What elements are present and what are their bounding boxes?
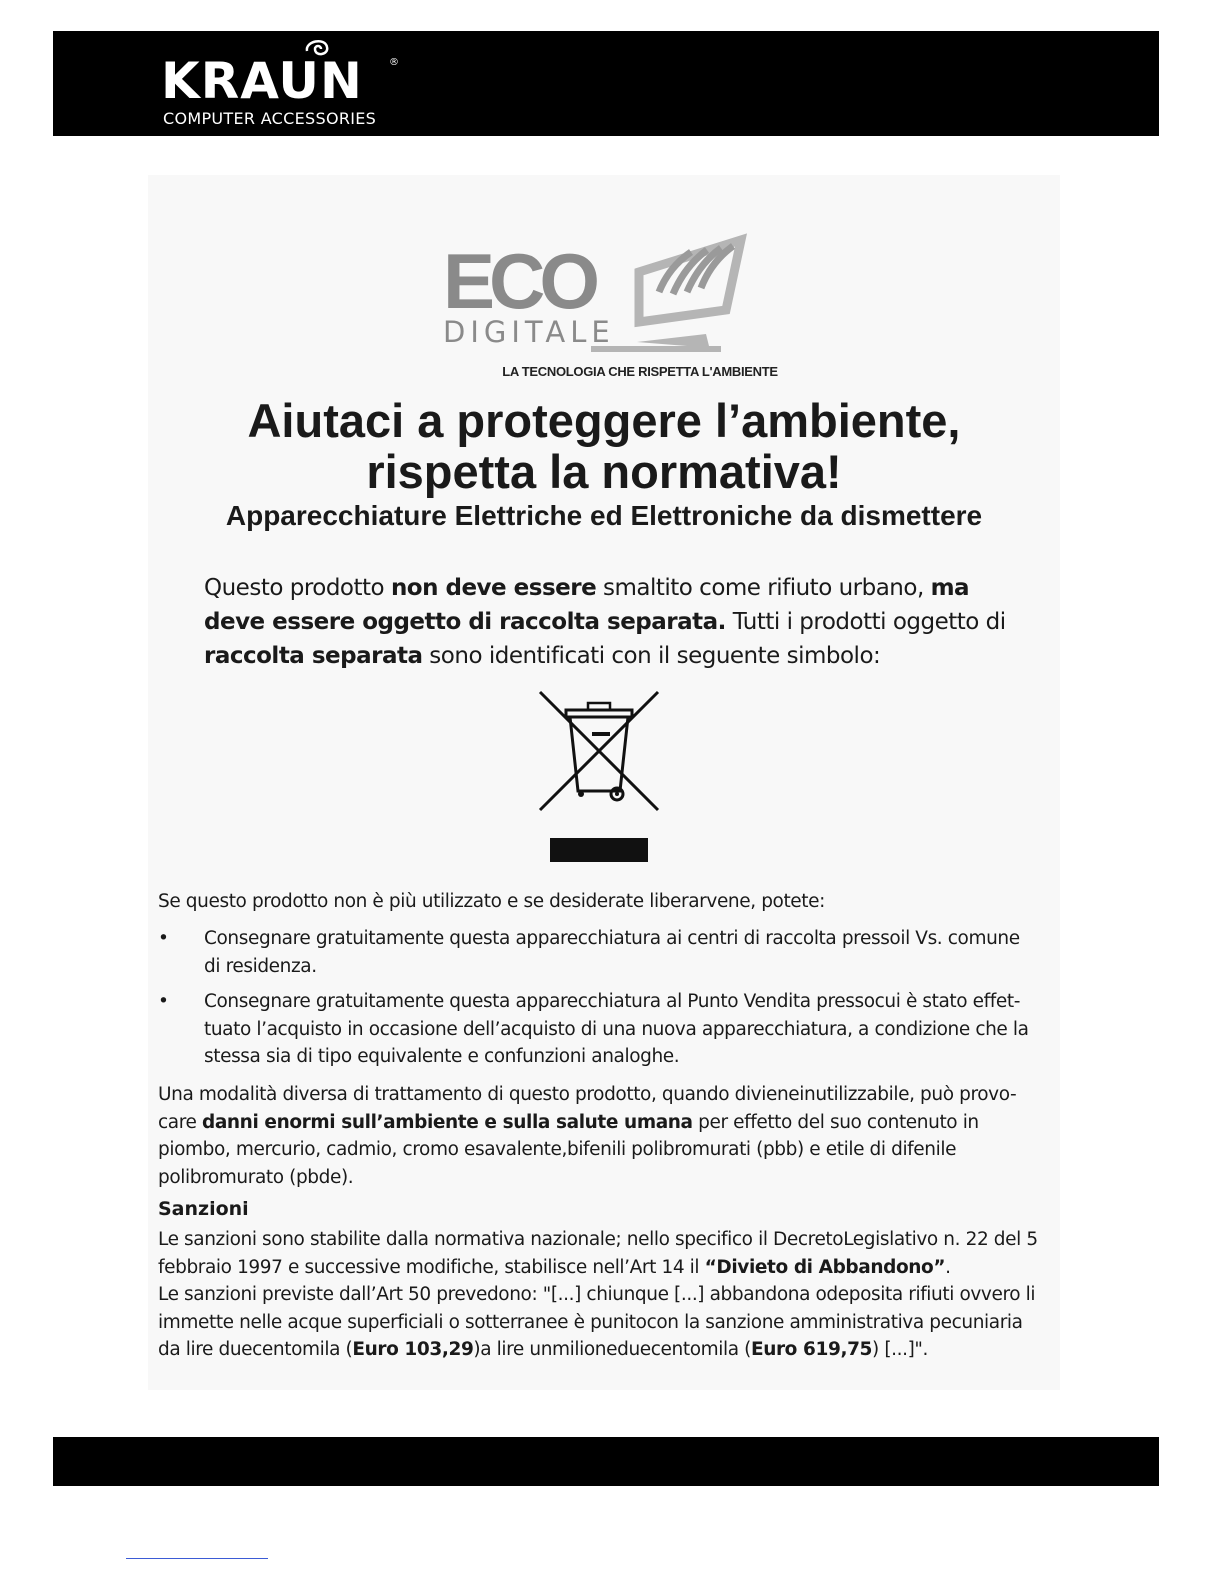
registered-mark: ® bbox=[389, 57, 399, 68]
crossed-out-bin-icon bbox=[536, 688, 662, 814]
intro-text-3: Tutti i prodotti oggetto di bbox=[725, 609, 1006, 635]
page-subtitle: Apparecchiature Elettriche ed Elettroniche da dismettere bbox=[225, 500, 983, 531]
kraun-logo bbox=[161, 39, 401, 131]
impact-bold-1: danni enormi sull’ambiente e sulla salute umana bbox=[201, 1111, 693, 1133]
intro-text-2: smaltito come rifiuto urbano, bbox=[596, 575, 931, 601]
sanz1-text-2: . bbox=[945, 1256, 951, 1278]
sanz2-text-2: )a lire unmilioneduecentomila ( bbox=[473, 1339, 751, 1360]
list-item-text: Consegnare gratuitamente questa apparecchiatura al Punto Vendita pressocui è stato effet-tuato l’acquisto in occasione dell’acquisto di una nuova apparecchiatura, a condizione che la stessa sia di tipo equivalente e confunzioni analoghe. bbox=[204, 991, 1029, 1067]
sanzioni-paragraph-1 bbox=[158, 1226, 1040, 1281]
sanz2-text-3: ) [...]". bbox=[872, 1339, 928, 1360]
sanz2-bold-2: Euro 619,75 bbox=[750, 1339, 873, 1360]
sanz1-bold-1: “Divieto di Abbandono” bbox=[704, 1256, 946, 1278]
impact-paragraph bbox=[158, 1081, 1040, 1191]
intro-bold-1: non deve essere bbox=[390, 575, 597, 601]
disposal-options-list bbox=[158, 925, 1040, 1079]
title-line-2: rispetta la normativa! bbox=[366, 445, 842, 498]
sanz2-bold-1: Euro 103,29 bbox=[352, 1339, 474, 1360]
intro-bold-3: raccolta separata bbox=[204, 643, 423, 669]
digitale-word: DIGITALE bbox=[443, 315, 615, 349]
footnote-rule bbox=[126, 1558, 268, 1559]
intro-bold-2: ma deve essere oggetto di raccolta separata. bbox=[204, 575, 970, 635]
disposal-lead: Se questo prodotto non è più utilizzato e se desiderate liberarvene, potete: bbox=[158, 891, 825, 912]
eco-digitale-logo bbox=[441, 222, 761, 362]
list-item-text: Consegnare gratuitamente questa apparecchiatura ai centri di raccolta pressoil Vs. comune di residenza. bbox=[204, 928, 1020, 977]
footer-bar bbox=[53, 1437, 1159, 1486]
sanz2-text-1: Le sanzioni previste dall’Art 50 prevedono: "[...] chiunque [...] abbandona odeposita rifiuti ovvero li immette nelle acque superficiali o sotterranee è punitocon la sanzione amministrativa pecuniaria da lire duecentomila ( bbox=[158, 1284, 1036, 1360]
solid-bar-mark bbox=[550, 838, 648, 862]
list-item bbox=[158, 988, 1040, 1071]
bullet-mark: • bbox=[158, 928, 169, 949]
page-title bbox=[148, 395, 1060, 497]
notice-panel bbox=[148, 175, 1060, 1390]
intro-text-4: sono identificati con il seguente simbolo: bbox=[422, 643, 881, 669]
brand-name: KRAUN bbox=[161, 52, 363, 110]
sanzioni-heading: Sanzioni bbox=[158, 1198, 249, 1220]
brand-tagline: COMPUTER ACCESSORIES bbox=[163, 109, 377, 128]
list-item bbox=[158, 925, 1040, 980]
intro-paragraph bbox=[204, 571, 1024, 673]
impact-text-1: Una modalità diversa di trattamento di questo prodotto, quando divieneinutilizzabile, può provo-care bbox=[158, 1084, 1017, 1133]
header-bar bbox=[53, 31, 1159, 136]
title-line-1: Aiutaci a proteggere l’ambiente, bbox=[247, 394, 961, 447]
impact-text-2: per effetto del suo contenuto in piombo, mercurio, cadmio, cromo esavalente,bifenili polibromurati (pbb) e etile di difenile polibromurato (pbde). bbox=[158, 1111, 979, 1188]
intro-text-1: Questo prodotto bbox=[204, 575, 391, 601]
sanz1-text-1: Le sanzioni sono stabilite dalla normativa nazionale; nello specifico il DecretoLegislativo n. 22 del 5 febbraio 1997 e successive modifiche, stabilisce nell’Art 14 il bbox=[158, 1229, 1038, 1278]
eco-tagline: LA TECNOLOGIA CHE RISPETTA L'AMBIENTE bbox=[502, 364, 778, 379]
bullet-mark: • bbox=[158, 991, 169, 1012]
sanzioni-paragraph-2 bbox=[158, 1281, 1040, 1364]
eco-word: ECO bbox=[443, 237, 595, 325]
